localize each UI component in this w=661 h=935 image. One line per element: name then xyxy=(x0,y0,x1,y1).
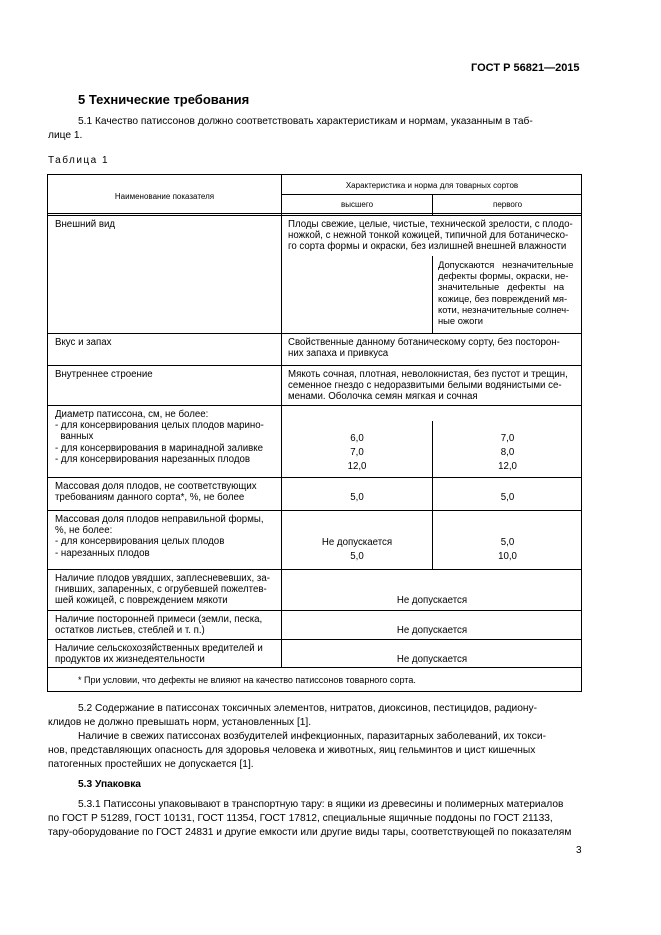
row-appearance-common: Плоды свежие, целые, чистые, технической зрелости, с плодо- ножкой, с нежной тонкой кожицей, типичной для ботаническо- го сорта формы и окраски, без излишней внешней влажности xyxy=(288,219,573,253)
row-diameter-first-3: 12,0 xyxy=(498,461,517,472)
row-irregular-name: Массовая доля плодов неправильной формы, %, не более: - для консервирования целых плодов - нарезанных плодов xyxy=(55,514,264,559)
row-taste-name: Вкус и запах xyxy=(55,337,112,348)
row-internal-name: Внутреннее строение xyxy=(55,369,153,380)
table-caption: Таблица 1 xyxy=(48,155,110,166)
header-grade-first: первого xyxy=(492,200,523,209)
paragraph-5-2-line4: нов, представляющих опасность для здоровья человека и животных, яиц гельминтов и цист кишечных xyxy=(48,745,536,756)
paragraph-5-1-line2: лице 1. xyxy=(48,130,83,141)
row-diameter-higher-3: 12,0 xyxy=(347,461,367,472)
row-foreign-name: Наличие посторонней примеси (земли, песка, остатков листьев, стеблей и т. п.) xyxy=(55,614,263,637)
row-diameter-first-1: 7,0 xyxy=(500,433,515,444)
row-internal-common: Мякоть сочная, плотная, неволокнистая, без пустот и трещин, семенное гнездо с недоразвитыми белыми водянистыми се- менами. Оболочка семян мягкая и сочная xyxy=(288,369,568,403)
paragraph-5-3-1-line2: по ГОСТ Р 51289, ГОСТ 10131, ГОСТ 11354, ГОСТ 17812, специальные ящичные поддоны по ГОСТ 21133, xyxy=(48,813,553,824)
row-diameter-higher-2: 7,0 xyxy=(350,447,364,458)
paragraph-5-1-line1: 5.1 Качество патиссонов должно соответствовать характеристикам и нормам, указанным в таб- xyxy=(78,116,533,127)
paragraph-5-2-line2: клидов не должно превышать норм, установленных [1]. xyxy=(48,717,312,728)
row-wilted-value: Не допускается xyxy=(396,595,468,606)
header-norm: Характеристика и норма для товарных сортов xyxy=(345,181,519,190)
section-5-heading: 5 Технические требования xyxy=(78,92,250,107)
paragraph-5-3-1-line1: 5.3.1 Патиссоны упаковывают в транспортную тару: в ящики из древесины и полимерных материалов xyxy=(78,799,564,810)
page-number: 3 xyxy=(576,845,582,856)
row-irregular-higher-1: Не допускается xyxy=(321,537,393,548)
paragraph-5-3-1-line3: тару-оборудование по ГОСТ 24831 и другие емкости или другие виды тары, соответствующей по показателям xyxy=(48,827,572,838)
header-indicator: Наименование показателя xyxy=(114,192,215,201)
paragraph-5-2-line1: 5.2 Содержание в патиссонах токсичных элементов, нитратов, диоксинов, пестицидов, радиону- xyxy=(78,703,538,714)
row-irregular-first-1: 5,0 xyxy=(500,537,515,548)
requirements-table xyxy=(47,174,582,692)
row-diameter-first-2: 8,0 xyxy=(500,447,515,458)
row-appearance-grade-first: Допускаются незначительные дефекты формы, окраски, не- значительные дефекты на кожице, без повреждений мя- коти, незначительные солнеч- ные ожоги xyxy=(438,259,574,327)
row-irregular-higher-2: 5,0 xyxy=(350,551,364,562)
row-wilted-name: Наличие плодов увядших, заплесневевших, за- гнивших, запаренных, с огрубевшей пожелтев- шей кожицей, с повреждением мякоти xyxy=(55,573,270,607)
paragraph-5-2-line3: Наличие в свежих патиссонах возбудителей инфекционных, паразитарных заболеваний, их токси- xyxy=(78,731,546,742)
row-irregular-first-2: 10,0 xyxy=(498,551,517,562)
row-nonconforming-name: Массовая доля плодов, не соответствующих требованиям данного сорта*, %, не более xyxy=(55,481,257,504)
row-pests-value: Не допускается xyxy=(396,654,468,665)
standard-number: ГОСТ Р 56821—2015 xyxy=(471,62,580,74)
table-footnote: * При условии, что дефекты не влияют на качество патиссонов товарного сорта. xyxy=(78,675,416,685)
row-nonconforming-higher: 5,0 xyxy=(350,492,364,503)
row-foreign-value: Не допускается xyxy=(396,625,468,636)
row-nonconforming-first: 5,0 xyxy=(500,492,515,503)
row-pests-name: Наличие сельскохозяйственных вредителей и продуктов их жизнедеятельности xyxy=(55,643,263,666)
row-diameter-name: Диаметр патиссона, см, не более: - для консервирования целых плодов марино- ванных - для консервирования в маринадной заливке - для консервирования нарезанных плодов xyxy=(55,409,264,465)
row-appearance-name: Внешний вид xyxy=(55,219,116,230)
row-taste-common: Свойственные данному ботаническому сорту, без посторон- них запаха и привкуса xyxy=(288,337,560,360)
header-grade-higher: высшего xyxy=(340,200,374,209)
row-diameter-higher-1: 6,0 xyxy=(350,433,364,444)
section-5-3-heading: 5.3 Упаковка xyxy=(78,779,141,790)
paragraph-5-2-line5: патогенных простейших не допускается [1]. xyxy=(48,759,254,770)
